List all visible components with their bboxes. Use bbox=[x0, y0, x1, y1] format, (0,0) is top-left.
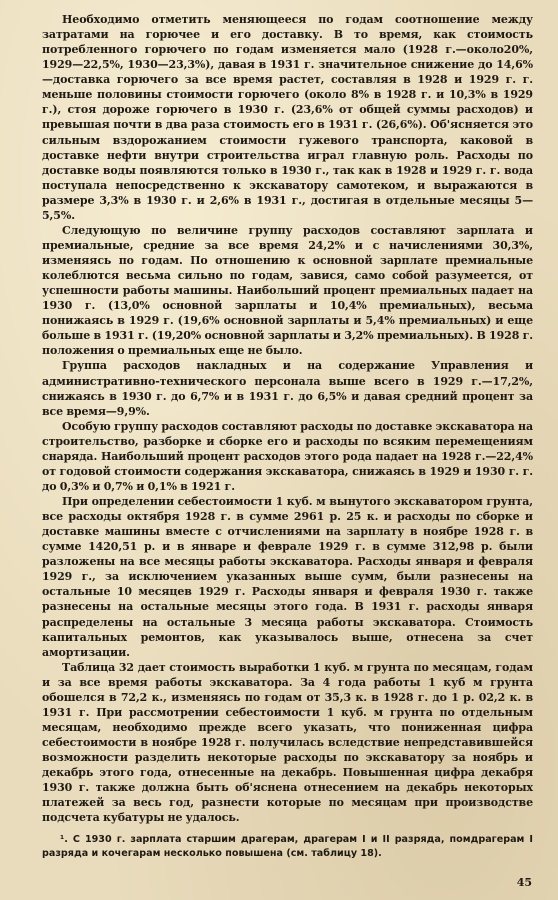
footnote: ¹. С 1930 г. зарплата старшим драгерам, драгерам I и II разряда, помдрагерам I разряда и кочегарам несколько повышена (см. таблицу 18). bbox=[42, 834, 533, 859]
page-number: 45 bbox=[516, 876, 532, 889]
main-text bbox=[42, 12, 533, 825]
paragraph-overhead: Группа расходов накладных и на содержание Управления и административно-технического персонала выше всего в 1929 г.—17,2%, снижаясь в 1930 г. до 6,7% и в 1931 г. до 6,5% и давая средний процент за все время—9,9%. bbox=[42, 359, 533, 418]
paragraph-table-32: Таблица 32 дает стоимость выработки 1 куб. м грунта по месяцам, годам и за все время работы экскаватора. За 4 года работы 1 куб м грунта обошелся в 72,2 к., изменяясь по годам от 35,3 к. в 1928 г. до 1 р. 02,2 к. в 1931 г. При рассмотрении себестоимости 1 куб. м грунта по отдельным месяцам, необходимо прежде всего указать, что пониженная цифра себестоимости в ноябре 1928 г. получилась вследствие непредставившейся возможности разделить некоторые расходы по экскаватору за ноябрь и декабрь этого года, отнесенные на декабрь. Повышенная цифра декабря 1930 г. также должна быть об'яснена отнесением на декабрь некоторых платежей за весь год, разнести которые по месяцам при производстве подсчета кубатуры не удалось. bbox=[42, 660, 533, 825]
paragraph-cost-method: При определении себестоимости 1 куб. м вынутого экскаватором грунта, все расходы октября 1928 г. в сумме 2961 р. 25 к. и расходы по сборке и доставке машины вместе с отчислениями на зарплату в ноябре 1928 г. в сумме 1420,51 р. и в январе и феврале 1929 г. в сумме 312,98 р. были разложены на все месяцы работы экскаватора. Расходы января и февраля 1929 г., за исключением указанных выше сумм, были разнесены на остальные 10 месяцев 1929 г. Расходы января и февраля 1930 г. также разнесены на остальные месяцы этого года. В 1931 г. расходы января распределены на остальные 3 месяца работы экскаватора. Стоимость капитальных ремонтов, как указывалось выше, отнесена за счет амортизации. bbox=[42, 495, 533, 659]
paragraph-transport: Особую группу расходов составляют расходы по доставке экскаватора на строительство, разборке и сборке его и расходы по всяким перемещениям снаряда. Наибольший процент расходов этого рода падает на 1928 г.—22,4% от годовой стоимости содержания экскаватора, снижаясь в 1929 и 1930 г. г. до 0,3% и 0,7% и 0,1% в 1921 г. bbox=[42, 419, 533, 493]
paragraph-fuel-costs: Необходимо отметить меняющееся по годам соотношение между затратами на горючее и его доставку. В то время, как стоимость потребленного горючего по годам изменяется мало (1928 г.—около20%, 1929—22,5%, 1930—23,3%), давая в 1931 г. значительное снижение до 14,6%—доставка горючего за все время растет, составляя в 1928 и 1929 г. г. меньше половины стоимости горючего (около 8% в 1928 г. и 10,3% в 1929 г.), стоя дороже горючего в 1930 г. (23,6% от общей суммы расходов) и превышая почти в два раза стоимость его в 1931 г. (26,6%). Об'ясняется это сильным вздорожанием стоимости гужевого транспорта, каковой в доставке нефти внутри строительства играл главную роль. Расходы по доставке воды появляются только в 1930 г., так как в 1928 и 1929 г. г. вода поступала непосредственно к экскаватору самотеком, и выражаются в размере 3,3% в 1930 г. и 2,6% в 1931 г., достигая в отдельные месяцы 5—5,5%. bbox=[42, 13, 533, 222]
paragraph-wages: Следующую по величине группу расходов составляют зарплата и премиальные, средние за все время 24,2% и с начислениями 30,3%, изменяясь по годам. По отношению к основной зарплате премиальные колеблются весьма сильно по годам, завися, само собой разумеется, от успешности работы машины. Наибольший процент премиальных падает на 1930 г. (13,0% основной зарплаты и 10,4% премиальных), весьма понижаясь в 1929 г. (19,6% основной зарплаты и 5,4% премиальных) и еще больше в 1931 г. (19,20% основной зарплаты и 3,2% премиальных). В 1928 г. положения о премиальных еще не было. bbox=[42, 223, 533, 358]
